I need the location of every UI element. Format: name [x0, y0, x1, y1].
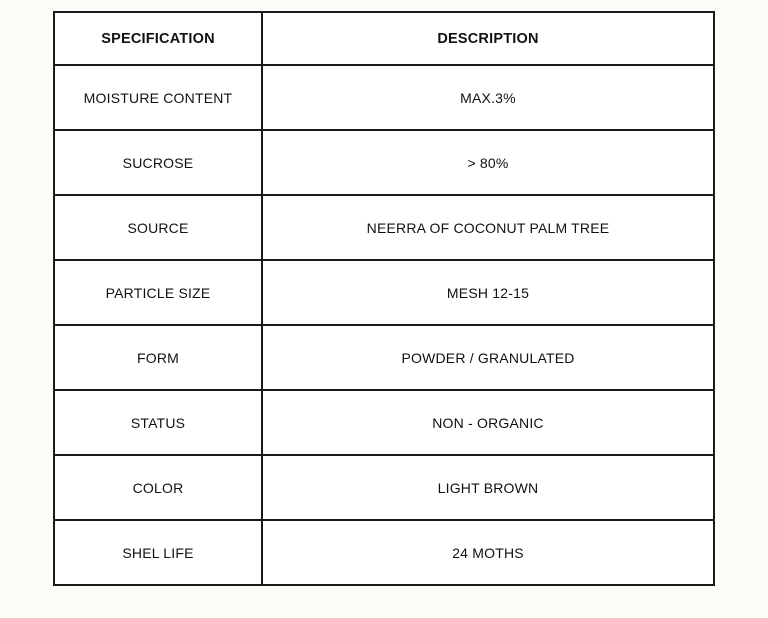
header-description: DESCRIPTION — [262, 12, 714, 65]
description-cell: NON - ORGANIC — [262, 390, 714, 455]
description-cell: 24 MOTHS — [262, 520, 714, 585]
header-specification: SPECIFICATION — [54, 12, 262, 65]
spec-cell: SHEL LIFE — [54, 520, 262, 585]
table-row — [54, 260, 714, 325]
spec-cell: SOURCE — [54, 195, 262, 260]
table-row — [54, 130, 714, 195]
description-cell: MAX.3% — [262, 65, 714, 130]
table-row — [54, 65, 714, 130]
table-row — [54, 390, 714, 455]
table-row — [54, 195, 714, 260]
spec-cell: MOISTURE CONTENT — [54, 65, 262, 130]
description-cell: NEERRA OF COCONUT PALM TREE — [262, 195, 714, 260]
spec-cell: STATUS — [54, 390, 262, 455]
description-cell: MESH 12-15 — [262, 260, 714, 325]
description-cell: > 80% — [262, 130, 714, 195]
table-row — [54, 520, 714, 585]
table-header-row — [54, 12, 714, 65]
description-cell: POWDER / GRANULATED — [262, 325, 714, 390]
spec-cell: COLOR — [54, 455, 262, 520]
description-cell: LIGHT BROWN — [262, 455, 714, 520]
spec-cell: FORM — [54, 325, 262, 390]
spec-cell: PARTICLE SIZE — [54, 260, 262, 325]
table-row — [54, 455, 714, 520]
table-row — [54, 325, 714, 390]
specification-table — [53, 11, 715, 586]
spec-cell: SUCROSE — [54, 130, 262, 195]
